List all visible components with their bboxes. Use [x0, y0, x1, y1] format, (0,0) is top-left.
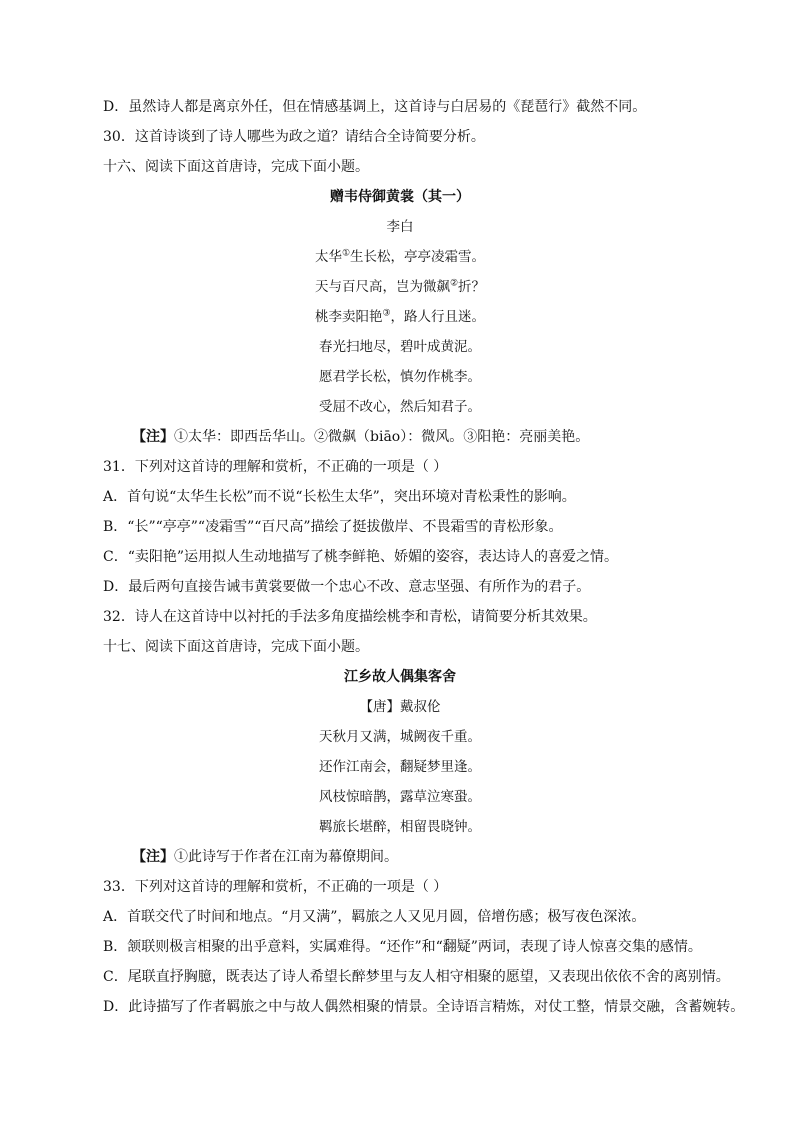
poem1-line-3: 桃李卖阳艳③，路人行且迷。: [314, 308, 486, 325]
poem2-title: 江乡故人偶集客舍: [344, 669, 456, 685]
question-33-option-a: A．首联交代了时间和地点。“月又满”，羁旅之人又见月圆，倍增伤感；极写夜色深浓。: [103, 909, 646, 925]
question-32: 32．诗人在这首诗中以衬托的手法多角度描绘桃李和青松，请简要分析其效果。: [103, 609, 597, 625]
question-31-option-c: C．“卖阳艳”运用拟人生动地描写了桃李鲜艳、娇媚的姿容，表达诗人的喜爱之情。: [103, 549, 619, 565]
section-16-heading: 十六、阅读下面这首唐诗，完成下面小题。: [103, 159, 369, 175]
poem2-line-2: 还作江南会，翻疑梦里逢。: [319, 759, 481, 775]
question-30: 30．这首诗谈到了诗人哪些为政之道？请结合全诗简要分析。: [103, 129, 485, 145]
footnote-marker-1: ①: [341, 248, 351, 259]
poem1-line-2: 天与百尺高，岂为微飙②折？: [314, 278, 486, 295]
footnote-marker-2: ②: [449, 278, 459, 289]
note-label: 【注】: [132, 849, 174, 865]
question-31-option-a: A．首句说“太华生长松”而不说“长松生太华”，突出环境对青松秉性的影响。: [103, 489, 576, 505]
poem1-line-4: 春光扫地尽，碧叶成黄泥。: [319, 339, 481, 355]
question-33-option-b: B．颔联则极言相聚的出乎意料，实属难得。“还作”和“翻疑”两词，表现了诗人惊喜交集的感情。: [103, 939, 702, 955]
poem1-line-6: 受屈不改心，然后知君子。: [319, 399, 481, 415]
question-31-option-b: B．“长”“亭亭”“凌霜雪”“百尺高”描绘了挺拔傲岸、不畏霜雪的青松形象。: [103, 519, 563, 535]
poem1-title: 赠韦侍御黄裳（其一）: [330, 189, 470, 205]
question-31-option-d: D．最后两句直接告诫韦黄裳要做一个忠心不改、意志坚强、有所作为的君子。: [103, 579, 591, 595]
poem1-note: 【注】①太华：即西岳华山。②微飙（biāo）：微风。③阳艳：亮丽美艳。: [132, 429, 590, 445]
poem2-author: 【唐】戴叔伦: [359, 699, 441, 715]
footnote-marker-3: ③: [382, 308, 391, 319]
poem2-line-1: 天秋月又满，城阙夜千重。: [319, 729, 481, 745]
question-33-option-d: D．此诗描写了作者羁旅之中与故人偶然相聚的情景。全诗语言精炼，对仗工整，情景交融，含蓄婉转。: [103, 999, 745, 1015]
poem2-note: 【注】①此诗写于作者在江南为幕僚期间。: [132, 849, 398, 865]
poem1-line-5: 愿君学长松，慎勿作桃李。: [319, 369, 481, 385]
option-d-previous: D．虽然诗人都是离京外任，但在情感基调上，这首诗与白居易的《琵琶行》截然不同。: [103, 99, 647, 115]
question-33-option-c: C．尾联直抒胸臆，既表达了诗人希望长醉梦里与友人相守相聚的愿望，又表现出依依不舍的离别情。: [103, 969, 730, 985]
poem2-line-3: 风枝惊暗鹊，露草泣寒蛩。: [319, 789, 481, 805]
poem1-line-1: 太华①生长松，亭亭凌霜雪。: [314, 248, 486, 265]
section-17-heading: 十七、阅读下面这首唐诗，完成下面小题。: [103, 639, 369, 655]
note-label: 【注】: [132, 429, 174, 445]
question-31: 31．下列对这首诗的理解和赏析，不正确的一项是（ ）: [103, 459, 448, 475]
poem1-author: 李白: [386, 219, 414, 235]
poem2-line-4: 羁旅长堪醉，相留畏晓钟。: [319, 819, 481, 835]
question-33: 33．下列对这首诗的理解和赏析，不正确的一项是（ ）: [103, 879, 448, 895]
